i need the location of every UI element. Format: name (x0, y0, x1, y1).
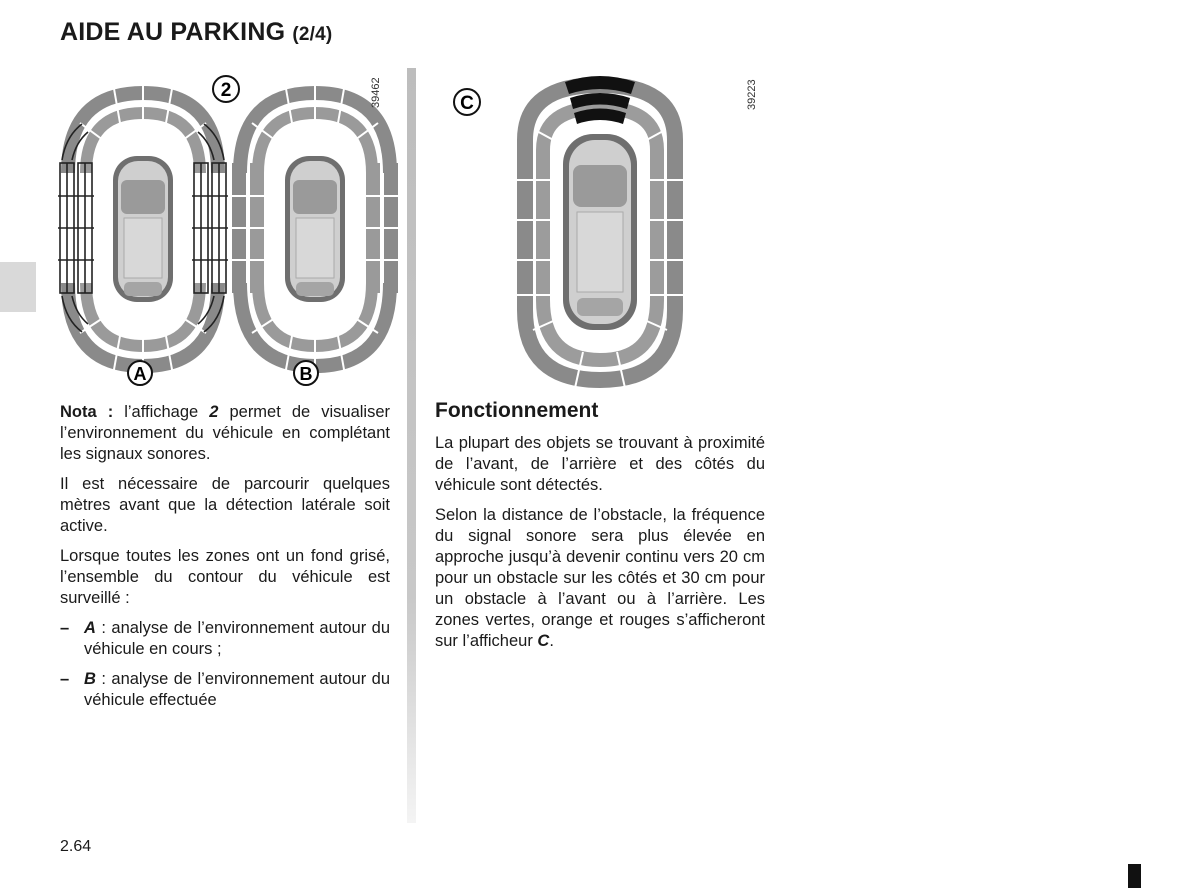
nota-label: Nota : (60, 403, 114, 421)
diagram-a (58, 80, 228, 378)
signal-text: Selon la distance de l’obstacle, la fréquence du signal sonore sera plus élevée en approche jusqu’à devenir continu vers 20 cm pour un obstacle sur les côtés et 30 cm pour un obstacle à l’avant ou à l’arrière. Les zones vertes, orange et rouges s’afficheront sur l’afficheur (435, 506, 765, 650)
diagram-b (230, 80, 398, 378)
list-dash: – (60, 619, 70, 637)
list-dash: – (60, 670, 70, 688)
signal-text-end: . (549, 632, 554, 650)
nota-number: 2 (209, 403, 219, 421)
section-heading: Fonctionnement (435, 399, 599, 422)
parking-display-figure-c (445, 70, 695, 392)
section-tab (0, 262, 36, 312)
title-main: AIDE AU PARKING (60, 18, 286, 46)
figure-ref-right: 39223 (746, 79, 758, 110)
page-number: 2.64 (60, 838, 92, 855)
page-corner-marker (1128, 864, 1141, 888)
nota-paragraph (60, 402, 390, 465)
callout-c-label: C (460, 93, 474, 114)
page-title (60, 18, 332, 47)
nota-text-1: l’affichage (113, 403, 210, 421)
left-text-column (60, 402, 390, 720)
list-item-b (60, 669, 390, 711)
callout-a-label: A (133, 364, 147, 384)
paragraph-signal (435, 505, 765, 652)
display-ab-svg (58, 68, 398, 390)
list-letter-a: A (84, 619, 96, 637)
title-part: (2/4) (292, 24, 333, 45)
front-alert-segments (565, 76, 635, 124)
paragraph-detection: Il est nécessaire de parcourir quelques mètres avant que la détection latérale soit active. (60, 475, 390, 535)
list-letter-b: B (84, 670, 96, 688)
paragraph-detected-objects: La plupart des objets se trouvant à proximité de l’avant, de l’arrière et des côtés du véhicule sont détectés. (435, 434, 765, 494)
column-divider (407, 68, 416, 823)
nota-text-2: permet de visualiser l’environnement du véhicule en complétant les signaux sonores. (60, 403, 390, 463)
list-item-a (60, 618, 390, 660)
display-letter-c: C (537, 632, 550, 650)
parking-display-figure-ab (58, 68, 398, 390)
figure-ref-left: 39462 (370, 77, 382, 108)
display-c-svg (445, 70, 695, 392)
list-text-a: : analyse de l’environnement autour du véhicule en cours ; (84, 619, 390, 658)
paragraph-zones: Lorsque toutes les zones ont un fond grisé, l’ensemble du contour du véhicule est surveillé : (60, 547, 390, 607)
callout-b-label: B (299, 364, 313, 384)
callout-2-label: 2 (220, 80, 232, 101)
right-text-column (435, 400, 765, 661)
list-text-b: : analyse de l’environnement autour du véhicule effectuée (84, 670, 390, 709)
